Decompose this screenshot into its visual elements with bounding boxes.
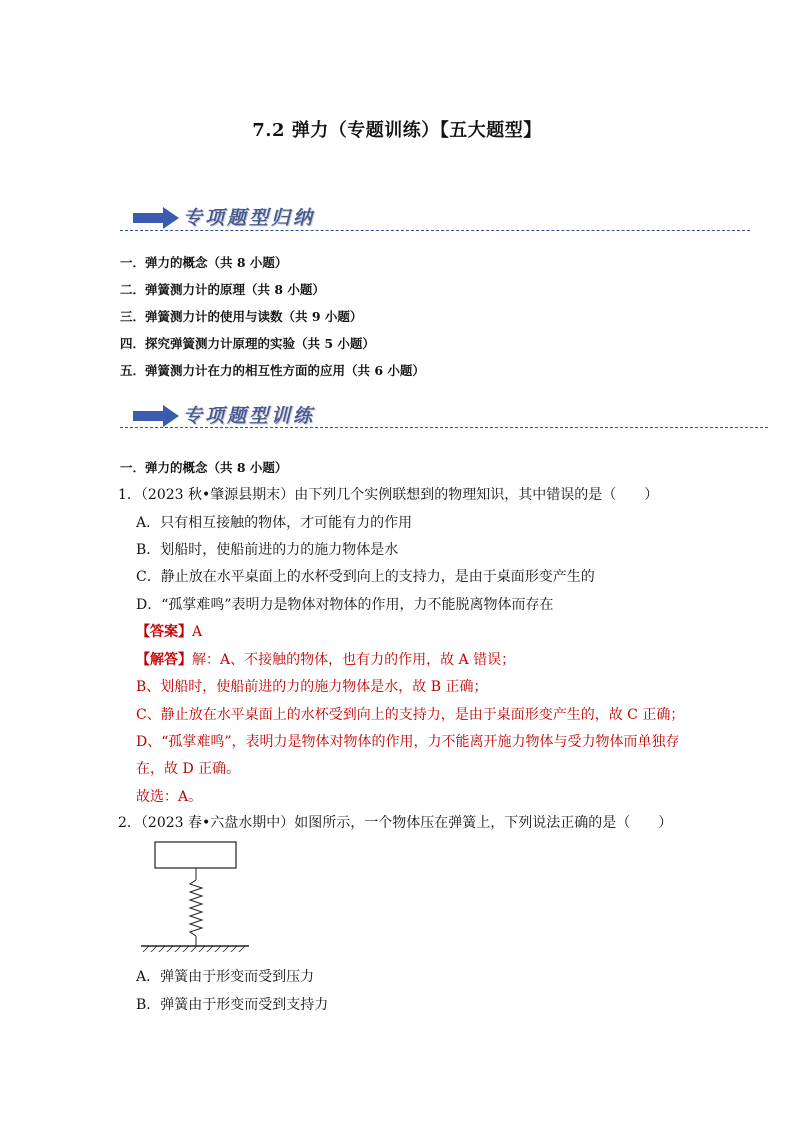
solution-tag: 【解答】 <box>136 652 192 668</box>
category-item-3: 三．弹簧测力计的使用与读数（共 9 小题） <box>120 309 363 324</box>
spring-figure <box>135 838 255 958</box>
question-1-solution <box>136 649 515 669</box>
answer-tag: 【答案】 <box>136 624 192 640</box>
question-2-stem: 2．（2023 春•六盘水期中）如图所示，一个物体压在弹簧上，下列说法正确的是（ ） <box>118 815 673 831</box>
category-item-5: 五．弹簧测力计在力的相互性方面的应用（共 6 小题） <box>120 363 425 378</box>
banner-label: 专项题型训练 <box>183 405 316 427</box>
answer-value: A <box>192 624 203 640</box>
question-2-option-a: A．弹簧由于形变而受到压力 <box>136 969 315 985</box>
solution-line: B、划船时，使船前进的力的施力物体是水，故 B 正确； <box>136 679 488 695</box>
category-item-4: 四．探究弹簧测力计原理的实验（共 5 小题） <box>120 336 375 351</box>
dashed-divider <box>120 427 768 428</box>
question-1-option-b: B．划船时，使船前进的力的施力物体是水 <box>136 542 399 558</box>
question-2-option-b: B．弹簧由于形变而受到支持力 <box>136 997 329 1013</box>
question-1-option-c: C．静止放在水平桌面上的水杯受到向上的支持力，是由于桌面形变产生的 <box>136 569 595 585</box>
arrow-right-icon <box>133 405 179 427</box>
question-1-option-d: D．“孤掌难鸣”表明力是物体对物体的作用，力不能脱离物体而存在 <box>136 597 554 613</box>
category-item-1: 一．弹力的概念（共 8 小题） <box>120 255 288 270</box>
section-heading: 一．弹力的概念（共 8 小题） <box>120 460 288 475</box>
dashed-divider <box>120 230 750 231</box>
arrow-right-icon <box>133 207 179 229</box>
solution-line: C、静止放在水平桌面上的水杯受到向上的支持力，是由于桌面形变产生的，故 C 正确； <box>136 707 685 723</box>
solution-line: D、“孤掌难鸣”，表明力是物体对物体的作用，力不能离开施力物体与受力物体而单独存 <box>136 734 680 750</box>
solution-line: 在，故 D 正确。 <box>136 761 241 777</box>
question-1-final: 故选：A。 <box>136 789 203 805</box>
question-1-option-a: A．只有相互接触的物体，才可能有力的作用 <box>136 515 413 531</box>
question-1-stem: 1．（2023 秋•肇源县期末）由下列几个实例联想到的物理知识，其中错误的是（ ） <box>118 487 659 503</box>
category-item-2: 二．弹簧测力计的原理（共 8 小题） <box>120 282 325 297</box>
banner-label: 专项题型归纳 <box>183 207 316 229</box>
page-title: 7.2 弹力（专题训练）【五大题型】 <box>252 120 542 141</box>
question-1-answer <box>136 621 202 641</box>
solution-line: 解：A、不接触的物体，也有力的作用，故 A 错误； <box>192 652 516 668</box>
